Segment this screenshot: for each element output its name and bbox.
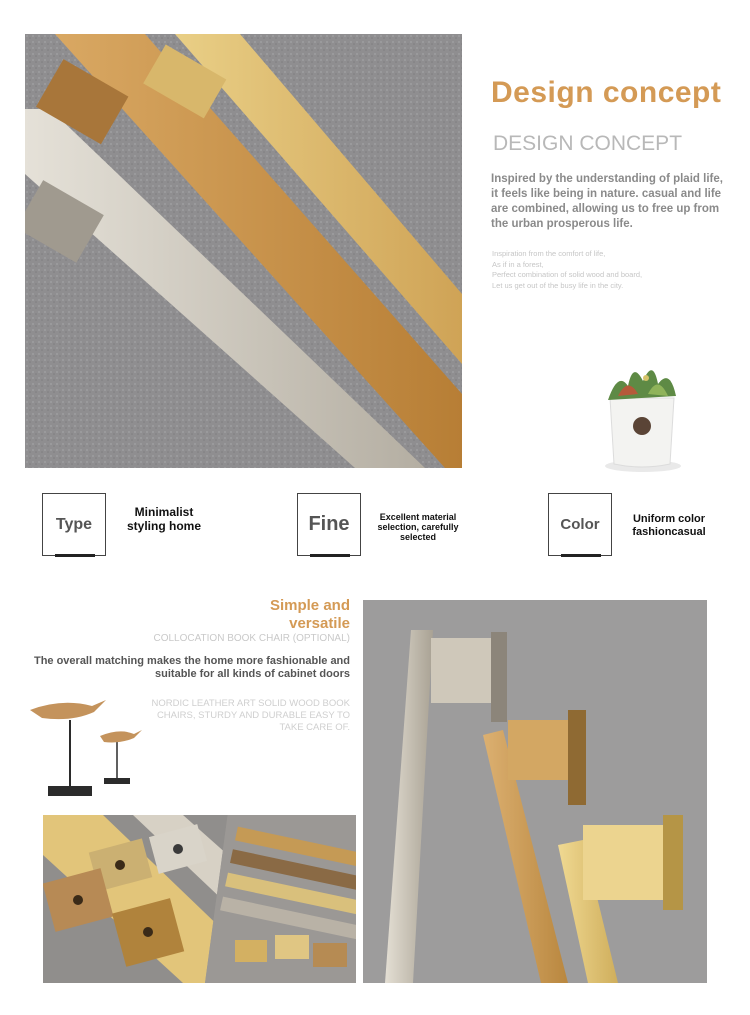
succulent-plant-icon	[598, 356, 686, 474]
bird-sculpture-icon	[22, 688, 152, 803]
feature-type-box	[42, 493, 106, 556]
concept-small-text	[492, 249, 642, 291]
concept-small-line: As if in a forest,	[492, 259, 544, 269]
versatile-title: Simple and versatile	[269, 597, 350, 632]
concept-small-line: Inspiration from the comfort of life,	[492, 249, 606, 258]
concept-subtitle: DESIGN CONCEPT	[493, 132, 683, 155]
handle-collection-photo	[205, 815, 356, 983]
feature-color-text: Uniform color fashioncasual	[632, 513, 706, 538]
versatile-body: The overall matching makes the home more fashionable and suitable for all kinds of cabinet doors	[33, 655, 350, 680]
handle-photo	[25, 34, 462, 468]
concept-small-line: Perfect combination of solid wood and board,	[492, 270, 643, 279]
feature-color-label: Color	[560, 516, 600, 533]
feature-fine-text: Excellent material selection, carefully selected	[377, 512, 459, 542]
concept-body: Inspired by the understanding of plaid life, it feels like being in nature. casual and life are combined, allowing us to free up from the urban prosperous life.	[491, 173, 723, 230]
feature-type-text: Minimalist styling home	[126, 505, 201, 533]
feature-type-label: Type	[55, 515, 93, 533]
versatile-small-text: NORDIC LEATHER ART SOLID WOOD BOOK CHAIRS, STURDY AND DURABLE EASY TO TAKE CARE OF.	[151, 698, 350, 733]
concept-title: Design concept	[491, 76, 722, 109]
versatile-subtitle: COLLOCATION BOOK CHAIR (OPTIONAL)	[153, 633, 350, 644]
hero-handles-photo	[25, 34, 462, 468]
handles-closeup-photo	[363, 600, 707, 983]
feature-fine-label: Fine	[308, 513, 350, 535]
feature-fine-box	[297, 493, 361, 556]
concept-small-line: Let us get out of the busy life in the city.	[492, 280, 624, 290]
feature-color-box	[548, 493, 612, 556]
handle-bases-photo	[43, 815, 228, 983]
